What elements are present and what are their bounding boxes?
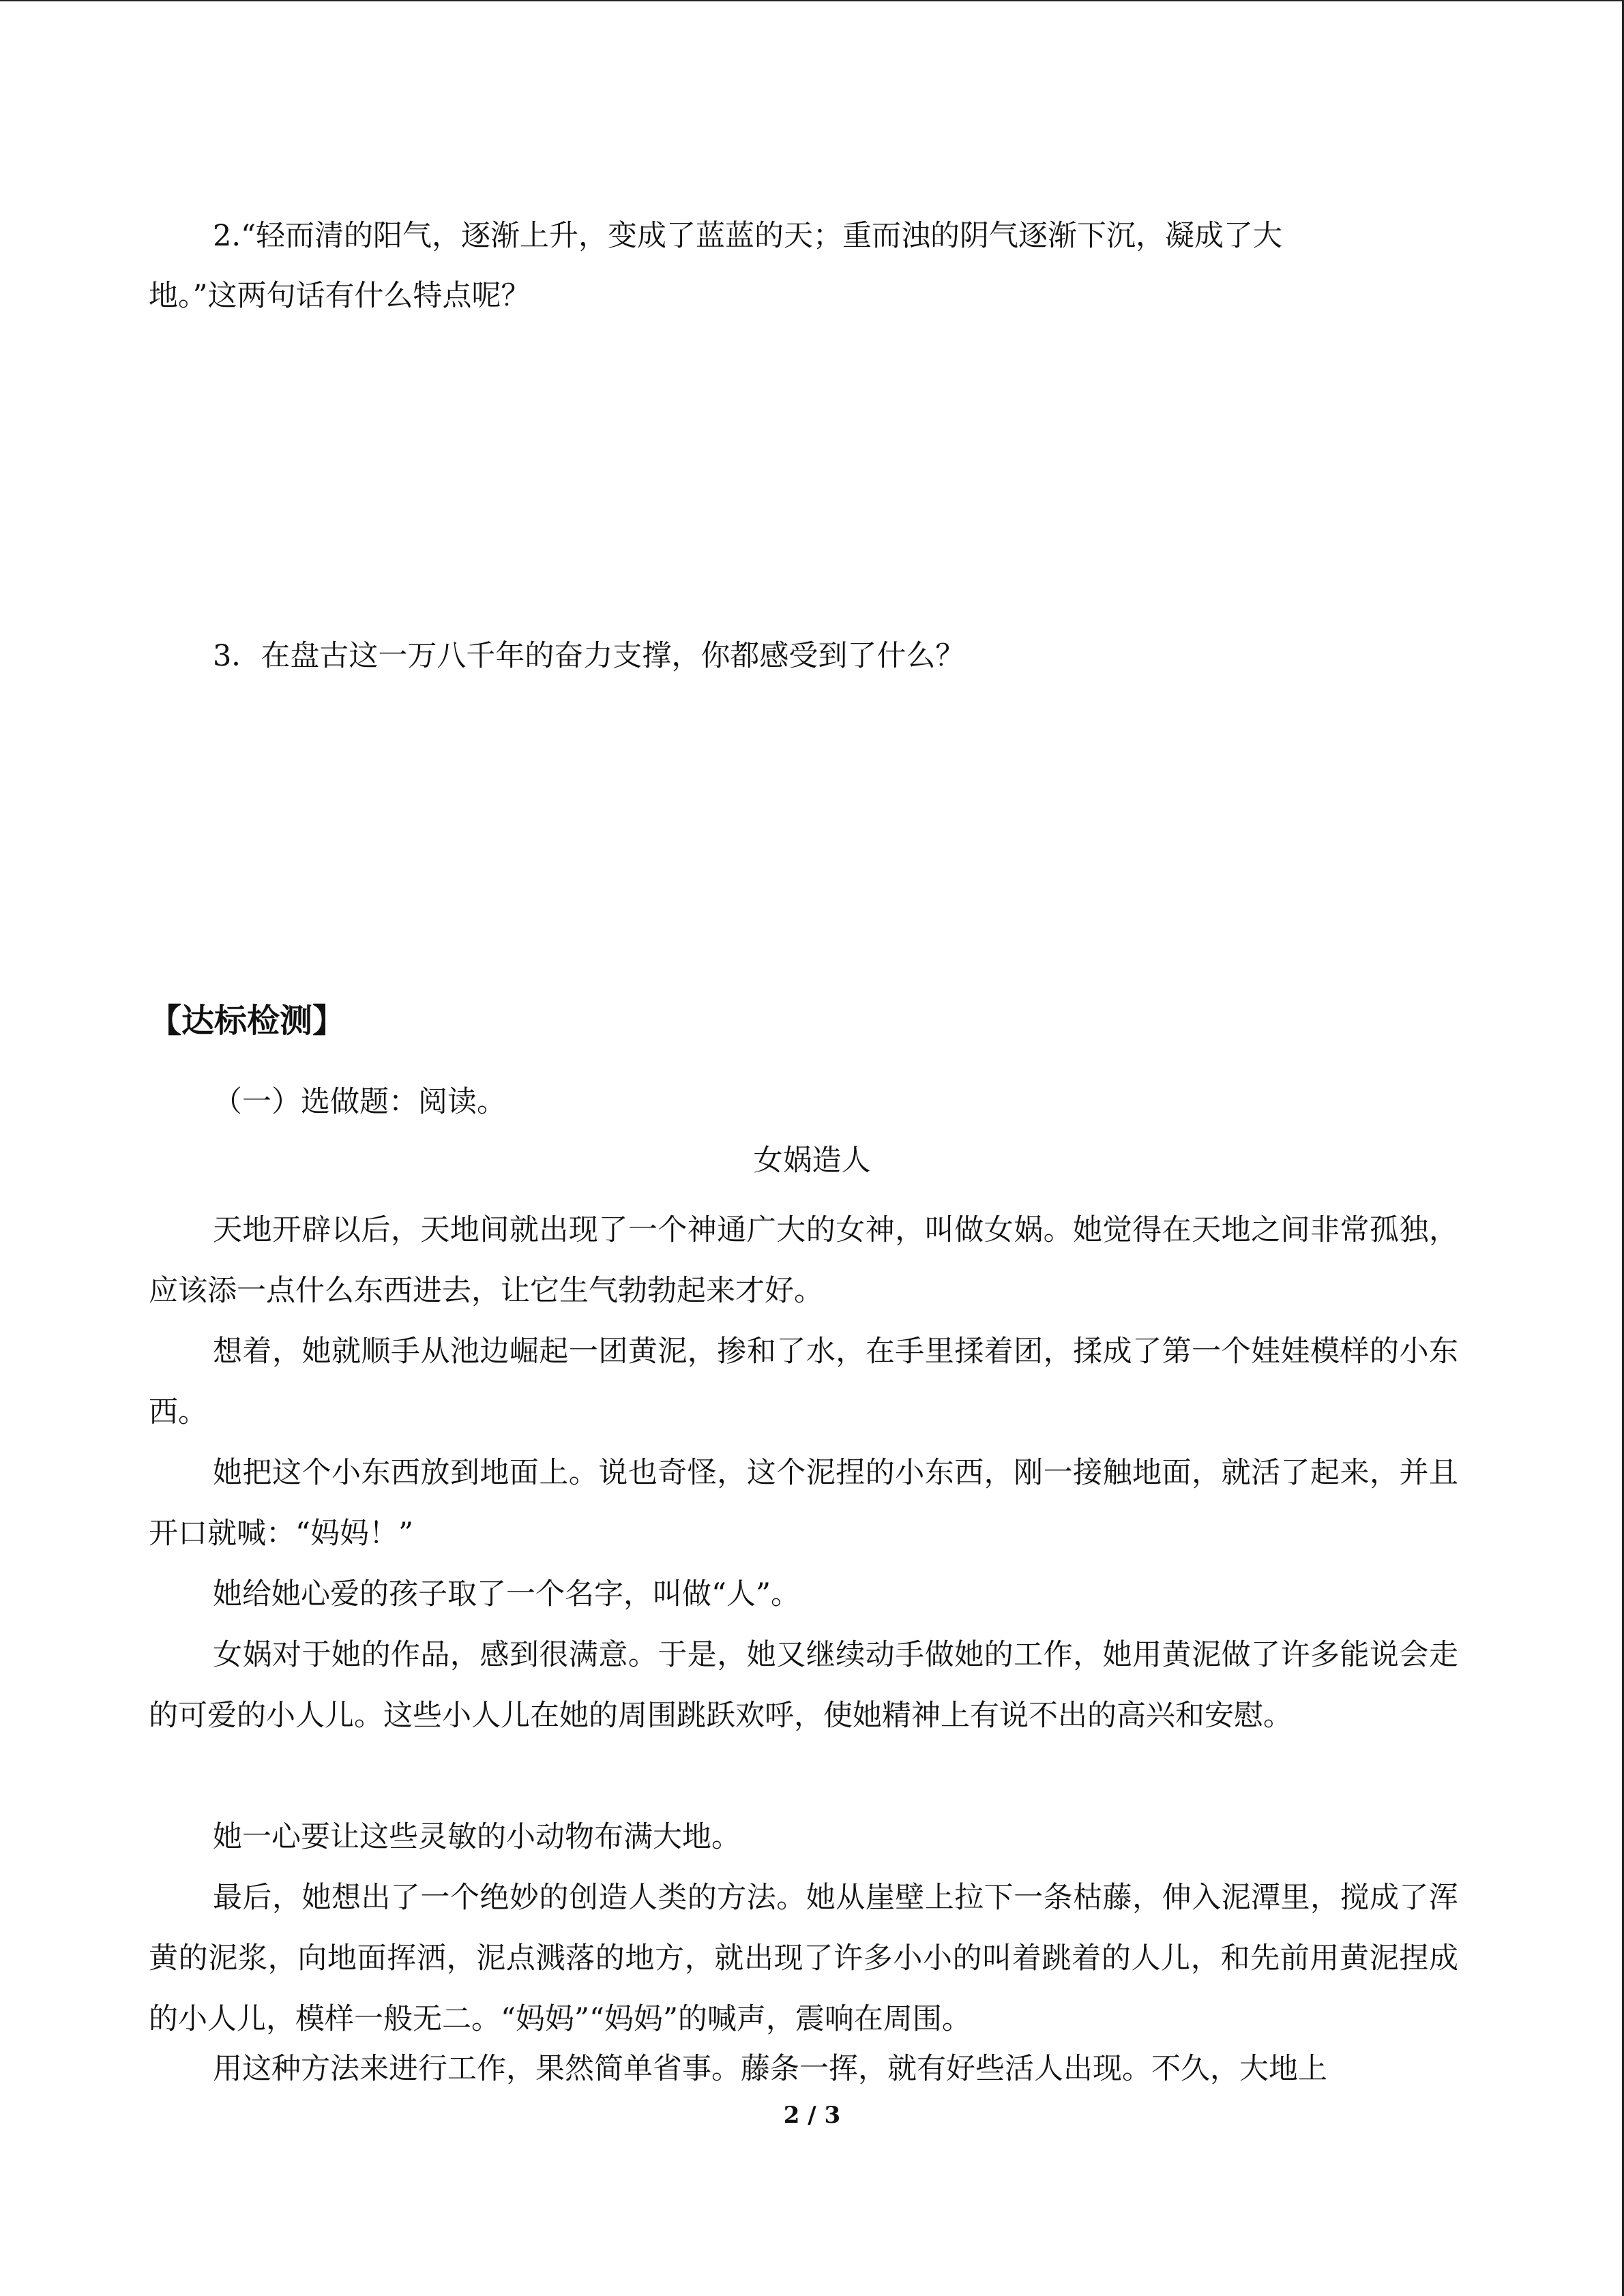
section-heading: 【达标检测】 — [149, 1002, 346, 1040]
page-number: 2 / 3 — [783, 2102, 841, 2129]
story-paragraph: 她一心要让这些灵敏的小动物布满大地。 — [213, 1820, 741, 1854]
question-2-line-1: 2.“轻而清的阳气，逐渐上升，变成了蓝蓝的天；重而浊的阴气逐渐下沉，凝成了大 — [213, 219, 1283, 253]
question-2-line-2: 地。”这两句话有什么特点呢？ — [149, 279, 531, 313]
story-paragraph: 女娲对于她的作品，感到很满意。于是，她又继续动手做她的工作，她用黄泥做了许多能说会走的可爱的小人儿。这些小人儿在她的周围跳跃欢呼，使她精神上有说不出的高兴和安慰。 — [149, 1638, 1458, 1733]
story-paragraph: 她把这个小东西放到地面上。说也奇怪，这个泥捏的小东西，刚一接触地面，就活了起来，并且开口就喊：“妈妈！” — [149, 1456, 1458, 1551]
story-paragraph: 她给她心爱的孩子取了一个名字，叫做“人”。 — [213, 1577, 800, 1611]
story-title: 女娲造人 — [753, 1144, 871, 1178]
question-3-line-1: 3．在盘古这一万八千年的奋力支撑，你都感受到了什么？ — [213, 639, 965, 673]
section-subheading: （一）选做题：阅读。 — [213, 1085, 506, 1119]
story-paragraph: 最后，她想出了一个绝妙的创造人类的方法。她从崖壁上拉下一条枯藤，伸入泥潭里，搅成了浑黄的泥浆，向地面挥洒，泥点溅落的地方，就出现了许多小小的叫着跳着的人儿，和先前用黄泥捏成的小人儿，模样一般无二。“妈妈”“妈妈”的喊声，震响在周围。 — [149, 1881, 1458, 2036]
story-paragraph: 想着，她就顺手从池边崛起一团黄泥，掺和了水，在手里揉着团，揉成了第一个娃娃模样的小东西。 — [149, 1335, 1458, 1429]
story-paragraph: 天地开辟以后，天地间就出现了一个神通广大的女神，叫做女娲。她觉得在天地之间非常孤独，应该添一点什么东西进去，让它生气勃勃起来才好。 — [149, 1213, 1458, 1308]
story-paragraph: 用这种方法来进行工作，果然简单省事。藤条一挥，就有好些活人出现。不久，大地上 — [213, 2052, 1327, 2086]
